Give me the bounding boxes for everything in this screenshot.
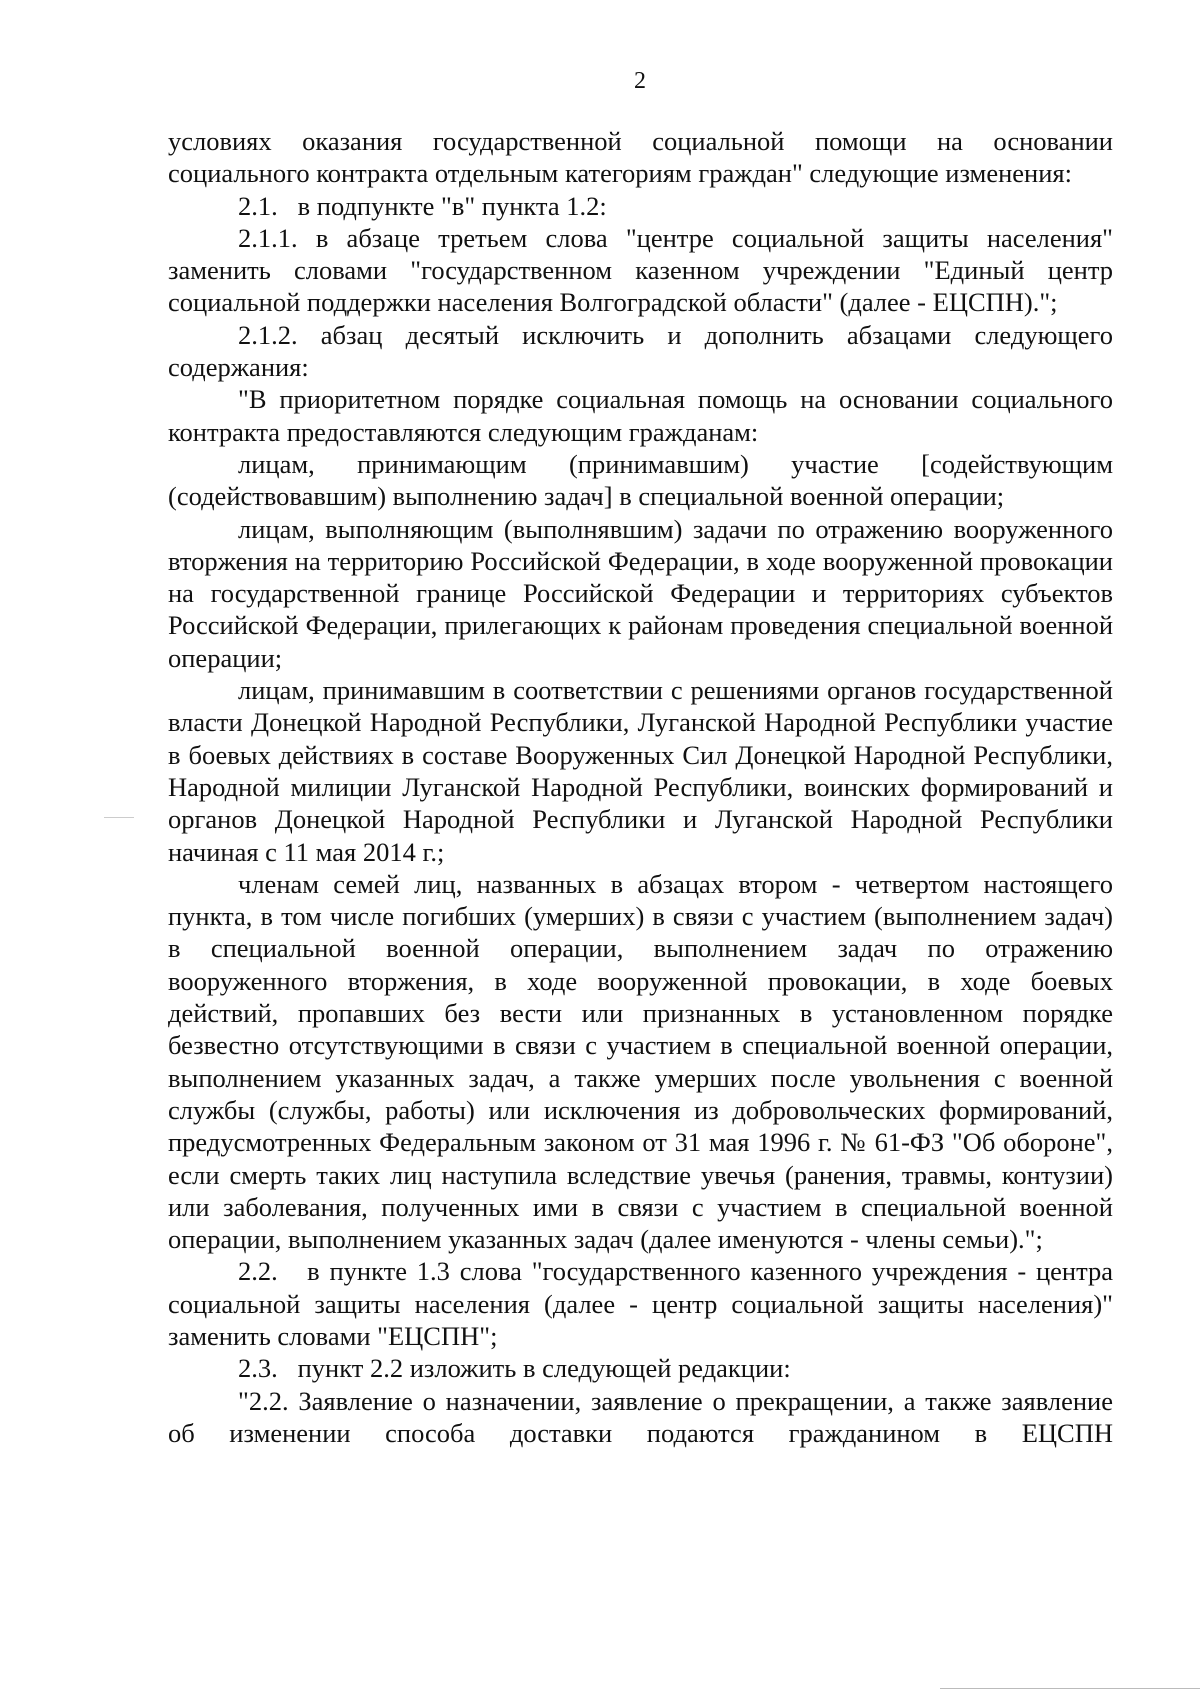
paragraph-11: 2.3. пункт 2.2 изложить в следующей редакции: [238, 1353, 791, 1384]
page-number: 2 [634, 68, 646, 94]
paragraph-5: "В приоритетном порядке социальная помощь на основании социального контракта предоставляются следующим гражданам: [168, 384, 1113, 447]
scan-artifact [104, 817, 134, 818]
paragraph-3: 2.1.1. в абзаце третьем слова "центре социальной защиты населения" заменить словами "государственном казенном учреждении "Единый центр социальной поддержки населения Волгоградской области" (далее - ЕЦСПН)."; [168, 222, 1113, 318]
paragraph-9: членам семей лиц, названных в абзацах втором - четвертом настоящего пункта, в том числе погибших (умерших) в связи с участием (выполнением задач) в специальной военной операции, выполнением задач по отражению вооруженного вторжения, в ходе вооруженной провокации, в ходе боевых действий, пропавших без вести или признанных в установленном порядке безвестно отсутствующими в связи с участием в специальной военной операции, выполнением указанных задач, а также умерших после увольнения с военной службы (службы, работы) или исключения из добровольческих формирований, предусмотренных Федеральным законом от 31 мая 1996 г. № 61-ФЗ "Об обороне", если смерть таких лиц наступила вследствие увечья (ранения, травмы, контузии) или заболевания, полученных ими в связи с участием в специальной военной операции, выполнением указанных задач (далее именуются - члены семьи)."; [168, 868, 1113, 1255]
document-body [168, 125, 1113, 1449]
paragraph-8: лицам, принимавшим в соответствии с решениями органов государственной власти Донецкой Народной Республики, Луганской Народной Республики участие в боевых действиях в составе Вооруженных Сил Донецкой Народной Республики, Народной милиции Луганской Народной Республики, воинских формирований и органов Донецкой Народной Республики и Луганской Народной Республики начиная с 11 мая 2014 г.; [168, 675, 1113, 867]
paragraph-1: условиях оказания государственной социальной помощи на основании социального контракта отдельным категориям граждан" следующие изменения: [168, 126, 1113, 189]
scan-edge-line [940, 1688, 1200, 1689]
paragraph-4: 2.1.2. абзац десятый исключить и дополнить абзацами следующего содержания: [168, 319, 1113, 383]
paragraph-10: 2.2. в пункте 1.3 слова "государственного казенного учреждения - центра социальной защиты населения (далее - центр социальной защиты населения)" заменить словами "ЕЦСПН"; [168, 1256, 1113, 1351]
paragraph-12: "2.2. Заявление о назначении, заявление о прекращении, а также заявление об изменении способа доставки подаются гражданином в ЕЦСПН [168, 1385, 1113, 1448]
paragraph-7: лицам, выполняющим (выполнявшим) задачи по отражению вооруженного вторжения на территорию Российской Федерации, в ходе вооруженной провокации на государственной границе Российской Федерации и территориях субъектов Российской Федерации, прилегающих к районам проведения специальной военной операции; [168, 513, 1113, 673]
paragraph-6: лицам, принимающим (принимавшим) участие [содействующим (содействовавшим) выполнению задач] в специальной военной операции; [168, 448, 1113, 512]
paragraph-2: 2.1. в подпункте "в" пункта 1.2: [238, 190, 607, 221]
